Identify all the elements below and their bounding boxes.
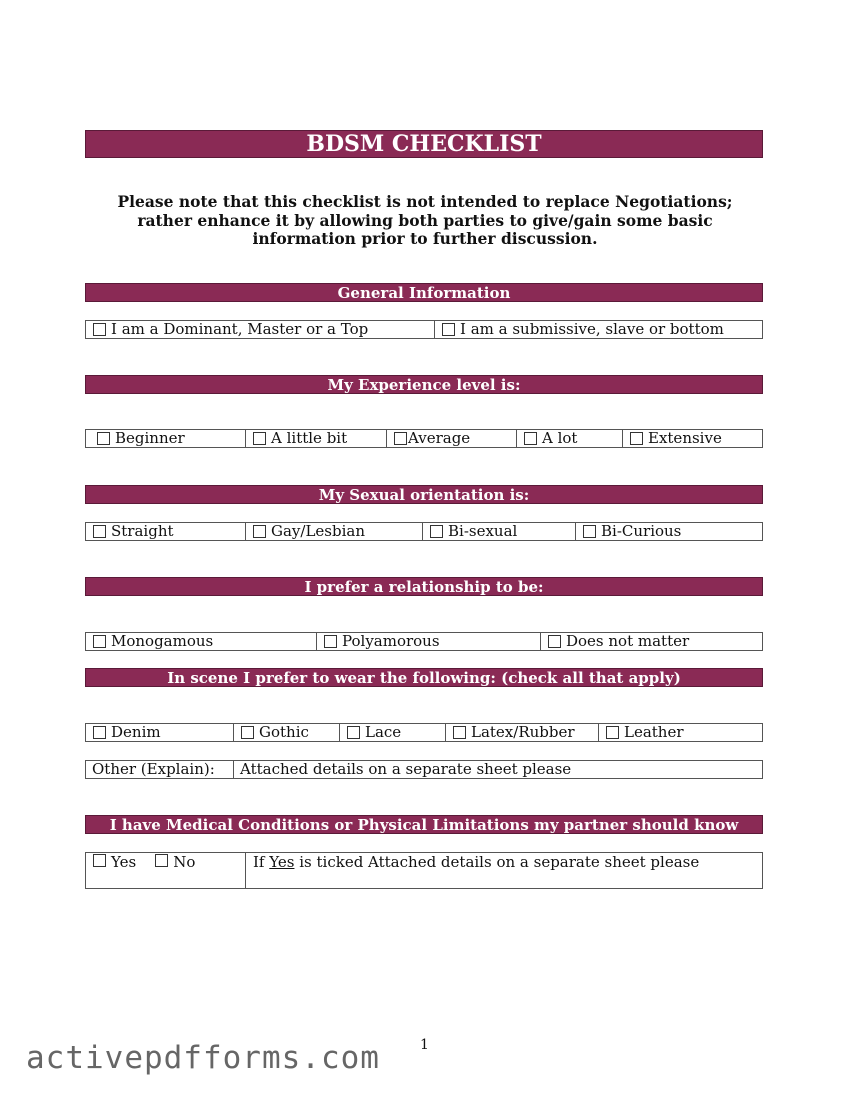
option-lace[interactable] bbox=[340, 724, 446, 741]
medical-row bbox=[85, 852, 763, 889]
checkbox-icon[interactable] bbox=[453, 726, 466, 739]
checkbox-icon[interactable] bbox=[583, 525, 596, 538]
option-dominant[interactable] bbox=[86, 321, 435, 338]
relationship-options-row bbox=[85, 632, 763, 651]
option-bi-curious[interactable] bbox=[576, 523, 762, 540]
option-label: I am a Dominant, Master or a Top bbox=[111, 320, 369, 338]
option-label: A lot bbox=[542, 429, 578, 447]
option-label: Gothic bbox=[259, 723, 309, 741]
watermark: activepdfforms.com bbox=[26, 1040, 380, 1076]
option-label: Denim bbox=[111, 723, 161, 741]
option-label: Bi-Curious bbox=[601, 522, 682, 540]
option-gay-lesbian[interactable] bbox=[246, 523, 423, 540]
option-straight[interactable] bbox=[86, 523, 246, 540]
detail-suffix: is ticked Attached details on a separate sheet please bbox=[299, 853, 700, 871]
option-extensive[interactable] bbox=[623, 430, 762, 447]
checkbox-icon[interactable] bbox=[241, 726, 254, 739]
option-label: Straight bbox=[111, 522, 174, 540]
option-does-not-matter[interactable] bbox=[541, 633, 762, 650]
checkbox-icon[interactable] bbox=[253, 432, 266, 445]
checkbox-icon[interactable] bbox=[524, 432, 537, 445]
option-leather[interactable] bbox=[599, 724, 762, 741]
checkbox-icon[interactable] bbox=[93, 525, 106, 538]
checkbox-icon[interactable] bbox=[324, 635, 337, 648]
checkbox-icon[interactable] bbox=[394, 432, 407, 445]
section-general-heading: General Information bbox=[85, 283, 763, 302]
option-label: Average bbox=[408, 429, 471, 447]
option-label: Monogamous bbox=[111, 632, 214, 650]
option-gothic[interactable] bbox=[234, 724, 340, 741]
checkbox-icon[interactable] bbox=[430, 525, 443, 538]
option-submissive[interactable] bbox=[435, 321, 762, 338]
option-denim[interactable] bbox=[86, 724, 234, 741]
wear-options-row bbox=[85, 723, 763, 742]
checkbox-icon[interactable] bbox=[93, 854, 106, 867]
checkbox-icon[interactable] bbox=[253, 525, 266, 538]
page-number: 1 bbox=[420, 1037, 429, 1053]
no-label: No bbox=[173, 853, 196, 871]
option-polyamorous[interactable] bbox=[317, 633, 541, 650]
option-label: Latex/Rubber bbox=[471, 723, 575, 741]
option-beginner[interactable] bbox=[86, 430, 246, 447]
option-label: Beginner bbox=[115, 429, 185, 447]
option-label: Lace bbox=[365, 723, 402, 741]
option-monogamous[interactable] bbox=[86, 633, 317, 650]
option-label: Gay/Lesbian bbox=[271, 522, 365, 540]
yes-label: Yes bbox=[111, 853, 137, 871]
option-label: Extensive bbox=[648, 429, 722, 447]
section-wear-heading: In scene I prefer to wear the following: (check all that apply) bbox=[85, 668, 763, 687]
option-bi-sexual[interactable] bbox=[423, 523, 576, 540]
option-label: A little bit bbox=[271, 429, 348, 447]
option-label: I am a submissive, slave or bottom bbox=[460, 320, 724, 338]
checkbox-icon[interactable] bbox=[155, 854, 168, 867]
other-label: Other (Explain): bbox=[86, 761, 234, 778]
checkbox-icon[interactable] bbox=[93, 635, 106, 648]
option-label: Polyamorous bbox=[342, 632, 440, 650]
page-title: BDSM CHECKLIST bbox=[85, 130, 763, 158]
option-label: Does not matter bbox=[566, 632, 690, 650]
section-orientation-heading: My Sexual orientation is: bbox=[85, 485, 763, 504]
section-relationship-heading: I prefer a relationship to be: bbox=[85, 577, 763, 596]
section-medical-heading: I have Medical Conditions or Physical Limitations my partner should know about bbox=[85, 815, 763, 834]
general-options-row bbox=[85, 320, 763, 339]
option-label: Leather bbox=[624, 723, 684, 741]
checkbox-icon[interactable] bbox=[548, 635, 561, 648]
experience-options-row bbox=[85, 429, 763, 448]
other-explain-field[interactable]: Attached details on a separate sheet please bbox=[240, 760, 572, 778]
checkbox-icon[interactable] bbox=[630, 432, 643, 445]
detail-prefix: If bbox=[253, 853, 265, 871]
medical-yes-no bbox=[86, 853, 246, 888]
option-little-bit[interactable] bbox=[246, 430, 387, 447]
checkbox-icon[interactable] bbox=[606, 726, 619, 739]
option-latex-rubber[interactable] bbox=[446, 724, 599, 741]
option-average[interactable] bbox=[387, 430, 517, 447]
checkbox-icon[interactable] bbox=[93, 726, 106, 739]
orientation-options-row bbox=[85, 522, 763, 541]
checkbox-icon[interactable] bbox=[442, 323, 455, 336]
section-experience-heading: My Experience level is: bbox=[85, 375, 763, 394]
checkbox-icon[interactable] bbox=[347, 726, 360, 739]
checkbox-icon[interactable] bbox=[93, 323, 106, 336]
wear-other-row bbox=[85, 760, 763, 779]
medical-details-field[interactable] bbox=[246, 853, 762, 888]
option-a-lot[interactable] bbox=[517, 430, 623, 447]
option-label: Bi-sexual bbox=[448, 522, 518, 540]
detail-keyword: Yes bbox=[269, 853, 295, 871]
intro-note: Please note that this checklist is not intended to replace Negotiations; rather enhance it by allowing both parties to give/gain some basic information prior to further discussion. bbox=[117, 192, 733, 248]
checkbox-icon[interactable] bbox=[97, 432, 110, 445]
